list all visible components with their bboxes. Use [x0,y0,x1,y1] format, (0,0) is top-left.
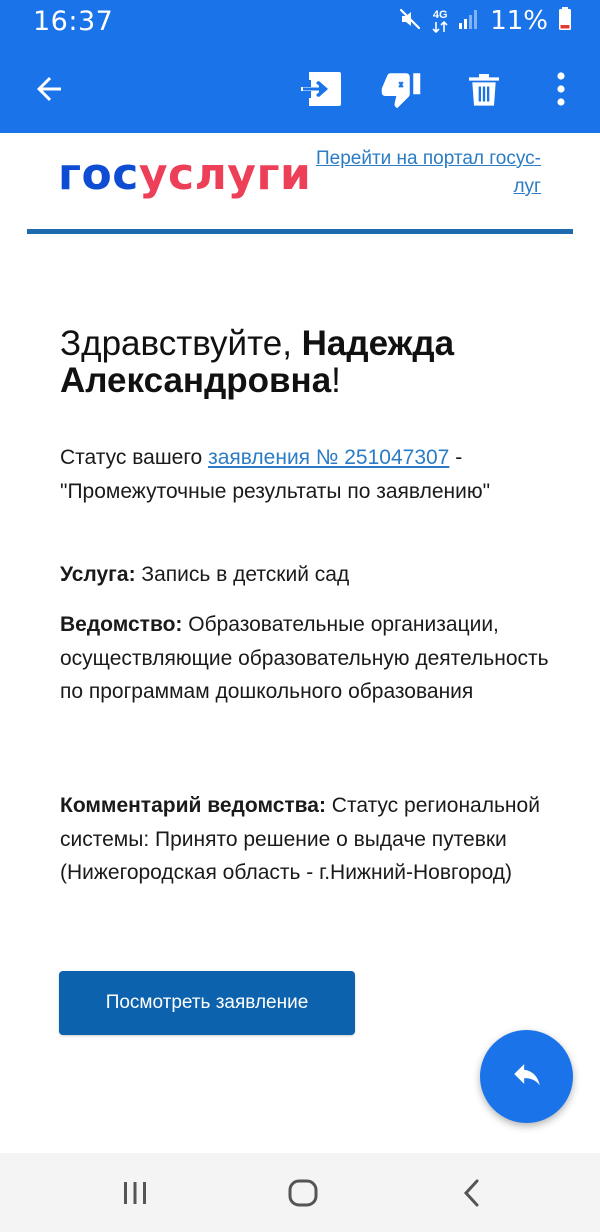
service-value: Запись в детский сад [135,563,350,586]
service-paragraph [60,558,550,592]
comment-label: Комментарий ведомства: [60,794,326,817]
logo-part-uslugi: услуги [138,149,312,200]
department-paragraph [60,608,550,709]
header-divider [27,229,573,234]
comment-paragraph [60,789,550,890]
network-type-label: 4G [432,8,448,21]
logo-part-gos: гос [58,149,139,200]
back-icon[interactable] [26,66,72,112]
delete-icon[interactable] [461,66,507,112]
greeting-prefix: Здравствуйте, [60,324,302,363]
application-link[interactable]: заявления № 251047307 [208,446,450,469]
recipient-name: Надежда Александровна [60,324,455,400]
department-label: Ведомство: [60,613,183,636]
battery-percent: 11% [490,6,548,36]
status-icons [398,6,572,36]
recent-apps-icon[interactable] [115,1173,155,1213]
greeting-suffix: ! [331,361,341,400]
back-nav-icon[interactable] [452,1173,492,1213]
department-value: Образовательные организации, осуществляющие образовательную деятельность по программам дошкольного образования [60,613,549,703]
status-prefix: Статус вашего [60,446,209,469]
view-application-button[interactable]: Посмотреть заявление [59,971,355,1035]
reply-button[interactable] [480,1030,573,1123]
navigation-bar [0,1153,600,1232]
portal-link[interactable]: Перейти на портал госуслуг [315,148,541,197]
reply-icon [510,1057,544,1096]
greeting [60,325,560,399]
email-body [0,133,600,1153]
status-time: 16:37 [33,6,114,37]
more-icon[interactable] [538,66,584,112]
status-bar [0,0,600,42]
comment-value: Статус региональной системы: Принято решение о выдаче путевки (Нижегородская область - г.Нижний-Новгород) [60,794,540,884]
service-label: Услуга: [60,563,136,586]
home-icon[interactable] [283,1173,323,1213]
battery-icon [558,7,572,36]
spam-icon[interactable] [378,66,424,112]
status-suffix: - "Промежуточные результаты по заявлению" [60,446,491,503]
gosuslugi-logo [58,149,311,200]
move-to-icon[interactable] [298,66,344,112]
mute-icon [398,7,422,36]
signal-icon [458,8,480,35]
status-paragraph [60,441,550,508]
network-4g-icon [432,10,448,33]
app-header [0,0,600,133]
